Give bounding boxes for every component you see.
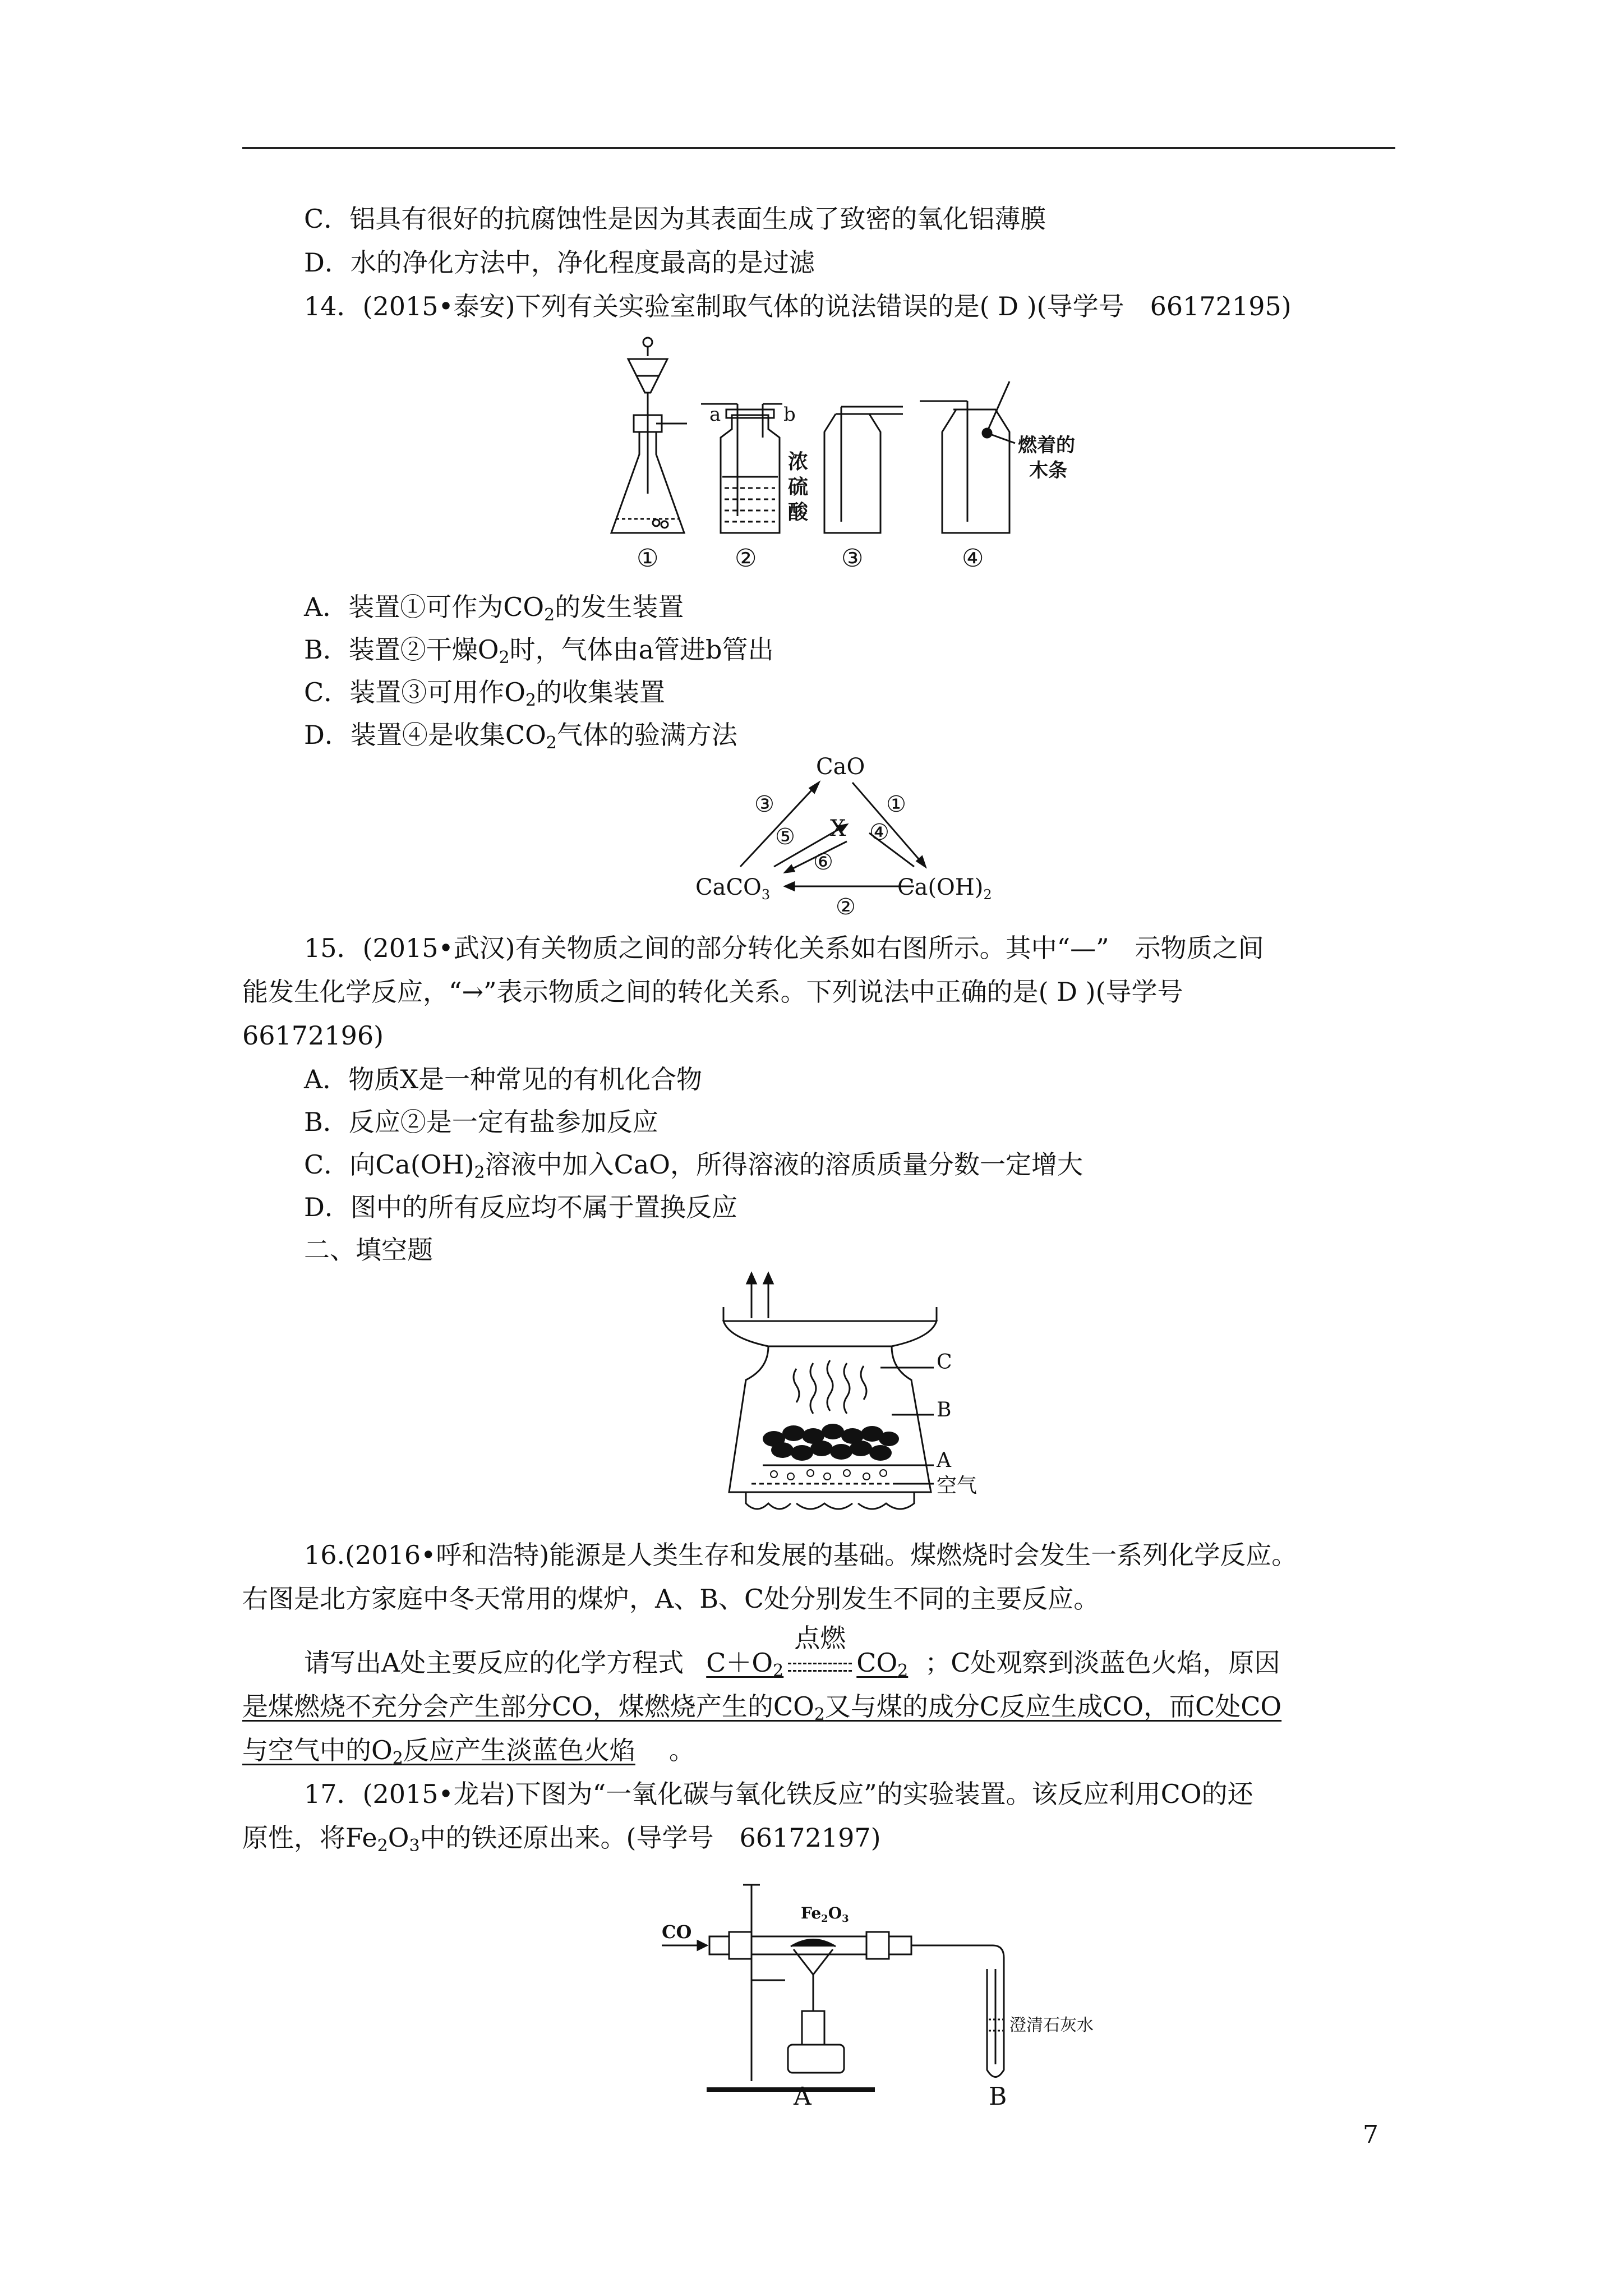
q15-stem-line2: 能发生化学反应，“→”表示物质之间的转化关系。下列说法中正确的是( D )(导学号: [242, 977, 1183, 1007]
equation-answer: $C+O_2$ 点燃 $CO_2$: [706, 1623, 909, 1681]
section-fill-in-blank: 二、填空题: [304, 1235, 433, 1265]
q15-option-c: C．向$Ca(OH)_2$溶液中加入CaO，所得溶液的溶质质量分数一定增大: [304, 1149, 1083, 1182]
q13-option-c: C．铝具有很好的抗腐蚀性是因为其表面生成了致密的氧化铝薄膜: [304, 204, 1046, 234]
q16-answer-line3: 与空气中的$O_2$反应产生淡蓝色火焰 。: [242, 1735, 695, 1768]
q14-option-b: B．装置②干燥$O_2$时，气体由a管进b管出: [304, 634, 774, 668]
q16-stem-line1: 16.(2016•呼和浩特)能源是人类生存和发展的基础。煤燃烧时会发生一系列化学反应。: [304, 1540, 1298, 1570]
reaction-3: ③: [754, 792, 774, 817]
apparatus-b-label: B: [989, 2082, 1007, 2111]
label-4: ④: [962, 544, 984, 573]
q16-answer-line1: 请写出A处主要反应的化学方程式 $C+O_2$ 点燃 $CO_2$ ；C处观察到淡蓝色火焰，原因: [304, 1623, 1280, 1681]
node-caco3: CaCO$_3$: [695, 875, 771, 903]
limewater-label: 澄清石灰水: [1009, 2016, 1094, 2035]
tube-b-label: b: [783, 403, 796, 426]
acid-char-1: 浓: [788, 450, 809, 473]
reaction-5: ⑤: [775, 824, 795, 850]
q15-option-d: D．图中的所有反应均不属于置换反应: [304, 1192, 737, 1222]
air-label: 空气: [937, 1474, 978, 1497]
stick-label-2: 木条: [1029, 459, 1067, 482]
q16-coal-stove-figure: [712, 1268, 1026, 1531]
zone-a-label: A: [937, 1449, 951, 1472]
stick-label-1: 燃着的: [1018, 434, 1075, 457]
header-rule: [242, 147, 1395, 149]
q15-option-b: B．反应②是一定有盐参加反应: [304, 1107, 658, 1137]
q16-answer-line2: 是煤燃烧不充分会产生部分CO，煤燃烧产生的$CO_2$又与煤的成分C反应生成CO，而C处CO: [242, 1691, 1282, 1724]
q15-stem-line1: 15．(2015•武汉)有关物质之间的部分转化关系如右图所示。其中“—” 示物质之间: [304, 933, 1264, 963]
q14-stem: 14．(2015•泰安)下列有关实验室制取气体的说法错误的是( D )(导学号 66172195): [304, 291, 1292, 321]
fe2o3-label: $Fe_2O_3$: [801, 1904, 849, 1925]
q15-stem-line3: 66172196): [242, 1020, 384, 1051]
reaction-condition: 点燃: [783, 1650, 856, 1672]
q16-stem-line2: 右图是北方家庭中冬天常用的煤炉，A、B、C处分别发生不同的主要反应。: [242, 1584, 1100, 1614]
q15-option-a: A．物质X是一种常见的有机化合物: [304, 1064, 702, 1094]
q14-option-d: D．装置④是收集$CO_2$气体的验满方法: [304, 720, 737, 753]
q14-apparatus-figure: [594, 325, 1099, 583]
node-cao: CaO: [816, 754, 865, 780]
reaction-4: ④: [869, 820, 889, 845]
co-inlet-label: CO: [662, 1921, 692, 1943]
reaction-2: ②: [836, 894, 856, 920]
q14-option-c: C．装置③可用作$O_2$的收集装置: [304, 677, 666, 710]
apparatus-a-label: A: [794, 2082, 811, 2111]
label-1: ①: [637, 544, 659, 573]
q17-stem-line1: 17．(2015•龙岩)下图为“一氧化碳与氧化铁反应”的实验装置。该反应利用CO的还: [304, 1779, 1253, 1809]
zone-c-label: C: [937, 1351, 952, 1374]
q17-stem-line2: 原性，将$Fe_2O_3$中的铁还原出来。(导学号 66172197): [242, 1823, 881, 1856]
q13-option-d: D．水的净化方法中，净化程度最高的是过滤: [304, 247, 815, 278]
reaction-1: ①: [886, 792, 906, 817]
zone-b-label: B: [937, 1398, 952, 1421]
node-x: X: [830, 816, 846, 841]
reaction-6: ⑥: [813, 849, 833, 875]
q15-conversion-diagram: [690, 749, 1060, 920]
q17-co-reduction-apparatus: [651, 1874, 1094, 2111]
q14-option-a: A．装置①可作为$CO_2$的发生装置: [304, 592, 684, 625]
tube-a-label: a: [709, 403, 721, 426]
acid-char-3: 酸: [788, 500, 809, 524]
node-caoh2: $Ca(OH)_2$: [897, 875, 992, 903]
acid-char-2: 硫: [788, 475, 809, 499]
page-number: 7: [1363, 2120, 1378, 2149]
label-3: ③: [841, 544, 864, 573]
label-2: ②: [735, 544, 757, 573]
